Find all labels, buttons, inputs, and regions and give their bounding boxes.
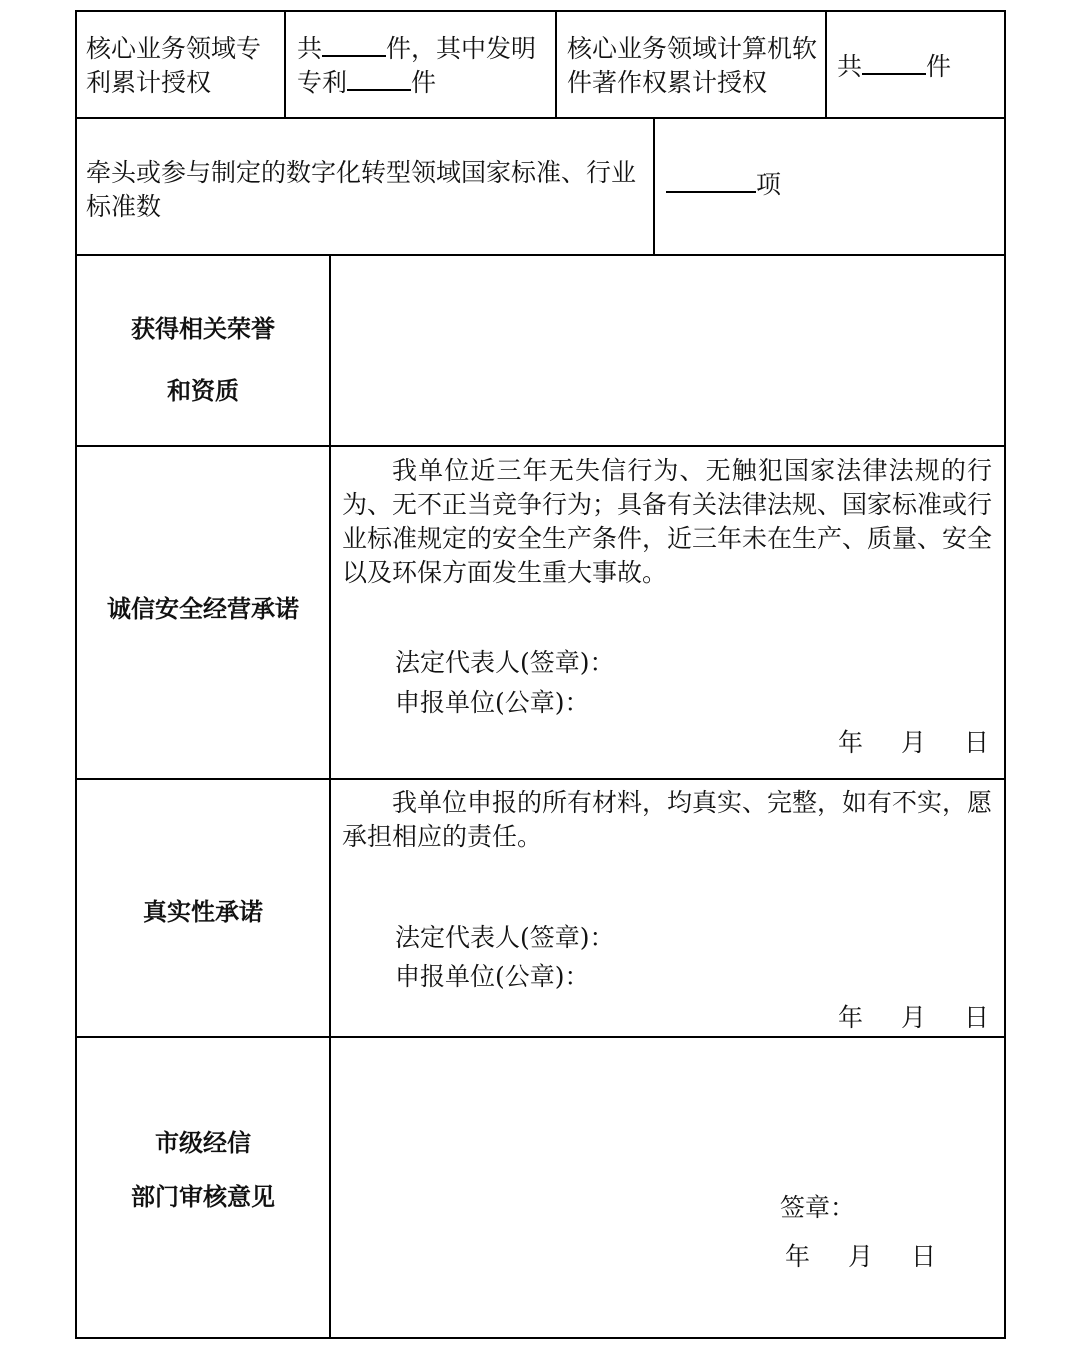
software-prefix: 共	[837, 52, 863, 81]
standards-count-cell	[666, 168, 996, 202]
col-divider	[825, 10, 827, 118]
review-signature[interactable]	[780, 1191, 980, 1225]
integrity-paragraph: 我单位近三年无失信行为、无触犯国家法律法规的行为、无不正当竞争行为；具备有关法律法规、国家标准或行业标准规定的安全生产条件，近三年未在生产、质量、安全以及环保方面发生重大事故。	[342, 456, 993, 587]
integrity-unit-seal[interactable]	[395, 686, 795, 720]
integrity-label-text: 诚信安全经营承诺	[107, 595, 299, 623]
date-day: 日	[964, 728, 990, 757]
authenticity-unit-seal-label: 申报单位(公章)：	[395, 962, 590, 991]
date-month: 月	[901, 1003, 927, 1032]
date-year: 年	[838, 1003, 864, 1032]
review-sign-label: 签章：	[780, 1193, 856, 1222]
date-month: 月	[901, 728, 927, 757]
honors-label-line2: 和资质	[167, 377, 239, 405]
review-date[interactable]	[785, 1240, 965, 1274]
authenticity-date[interactable]	[838, 1001, 998, 1035]
date-month: 月	[848, 1242, 874, 1271]
col-divider	[284, 10, 286, 118]
integrity-date[interactable]	[838, 726, 998, 760]
col-divider	[329, 254, 331, 1338]
invention-mid-text: 件，其中发明	[386, 34, 537, 63]
standards-unit: 项	[756, 170, 782, 199]
table-border-right	[1004, 10, 1006, 1339]
row-divider	[75, 445, 1006, 447]
invention-prefix: 专利	[297, 68, 348, 97]
invention-suffix: 件	[411, 68, 437, 97]
date-year: 年	[785, 1242, 811, 1271]
integrity-commitment-text	[342, 454, 992, 590]
standards-label	[86, 156, 638, 224]
software-copyright-label-text: 核心业务领域计算机软件著作权累计授权	[567, 34, 818, 97]
table-border-top	[75, 10, 1006, 12]
row-divider	[75, 778, 1006, 780]
date-day: 日	[911, 1242, 937, 1271]
review-label-line2: 部门审核意见	[131, 1183, 275, 1211]
integrity-unit-seal-label: 申报单位(公章)：	[395, 688, 590, 717]
honors-label-line1: 获得相关荣誉	[131, 315, 275, 343]
table-border-bottom	[75, 1337, 1006, 1339]
col-divider	[555, 10, 557, 118]
authenticity-label-text: 真实性承诺	[143, 898, 263, 926]
date-year: 年	[838, 728, 864, 757]
standards-count-blank[interactable]	[666, 169, 756, 193]
software-count-cell	[837, 50, 1002, 84]
authenticity-legal-rep-label: 法定代表人(签章)：	[395, 923, 615, 952]
standards-label-text: 牵头或参与制定的数字化转型领域国家标准、行业标准数	[86, 158, 637, 221]
total-prefix: 共	[297, 34, 323, 63]
integrity-label	[77, 592, 329, 626]
patent-count-cell	[297, 32, 549, 100]
row-divider	[75, 117, 1006, 119]
authenticity-unit-seal[interactable]	[395, 960, 795, 994]
total-patents-blank[interactable]	[322, 33, 386, 57]
authenticity-paragraph: 我单位申报的所有材料，均真实、完整，如有不实，愿承担相应的责任。	[342, 788, 993, 851]
row-divider	[75, 1036, 1006, 1038]
review-label	[77, 1116, 329, 1224]
integrity-legal-rep-label: 法定代表人(签章)：	[395, 648, 615, 677]
authenticity-label	[77, 895, 329, 929]
authenticity-commitment-text	[342, 786, 992, 854]
authenticity-legal-rep[interactable]	[395, 921, 795, 955]
software-copyright-label	[567, 32, 819, 100]
date-day: 日	[964, 1003, 990, 1032]
col-divider	[653, 117, 655, 255]
integrity-legal-rep[interactable]	[395, 646, 795, 680]
software-copyright-blank[interactable]	[862, 51, 926, 75]
software-suffix: 件	[926, 52, 952, 81]
honors-label	[77, 298, 329, 422]
patent-label-text: 核心业务领域专利累计授权	[86, 34, 262, 97]
patent-label	[86, 32, 280, 100]
review-label-line1: 市级经信	[155, 1129, 251, 1157]
invention-patents-blank[interactable]	[347, 67, 411, 91]
honors-content-field[interactable]	[332, 256, 1004, 445]
